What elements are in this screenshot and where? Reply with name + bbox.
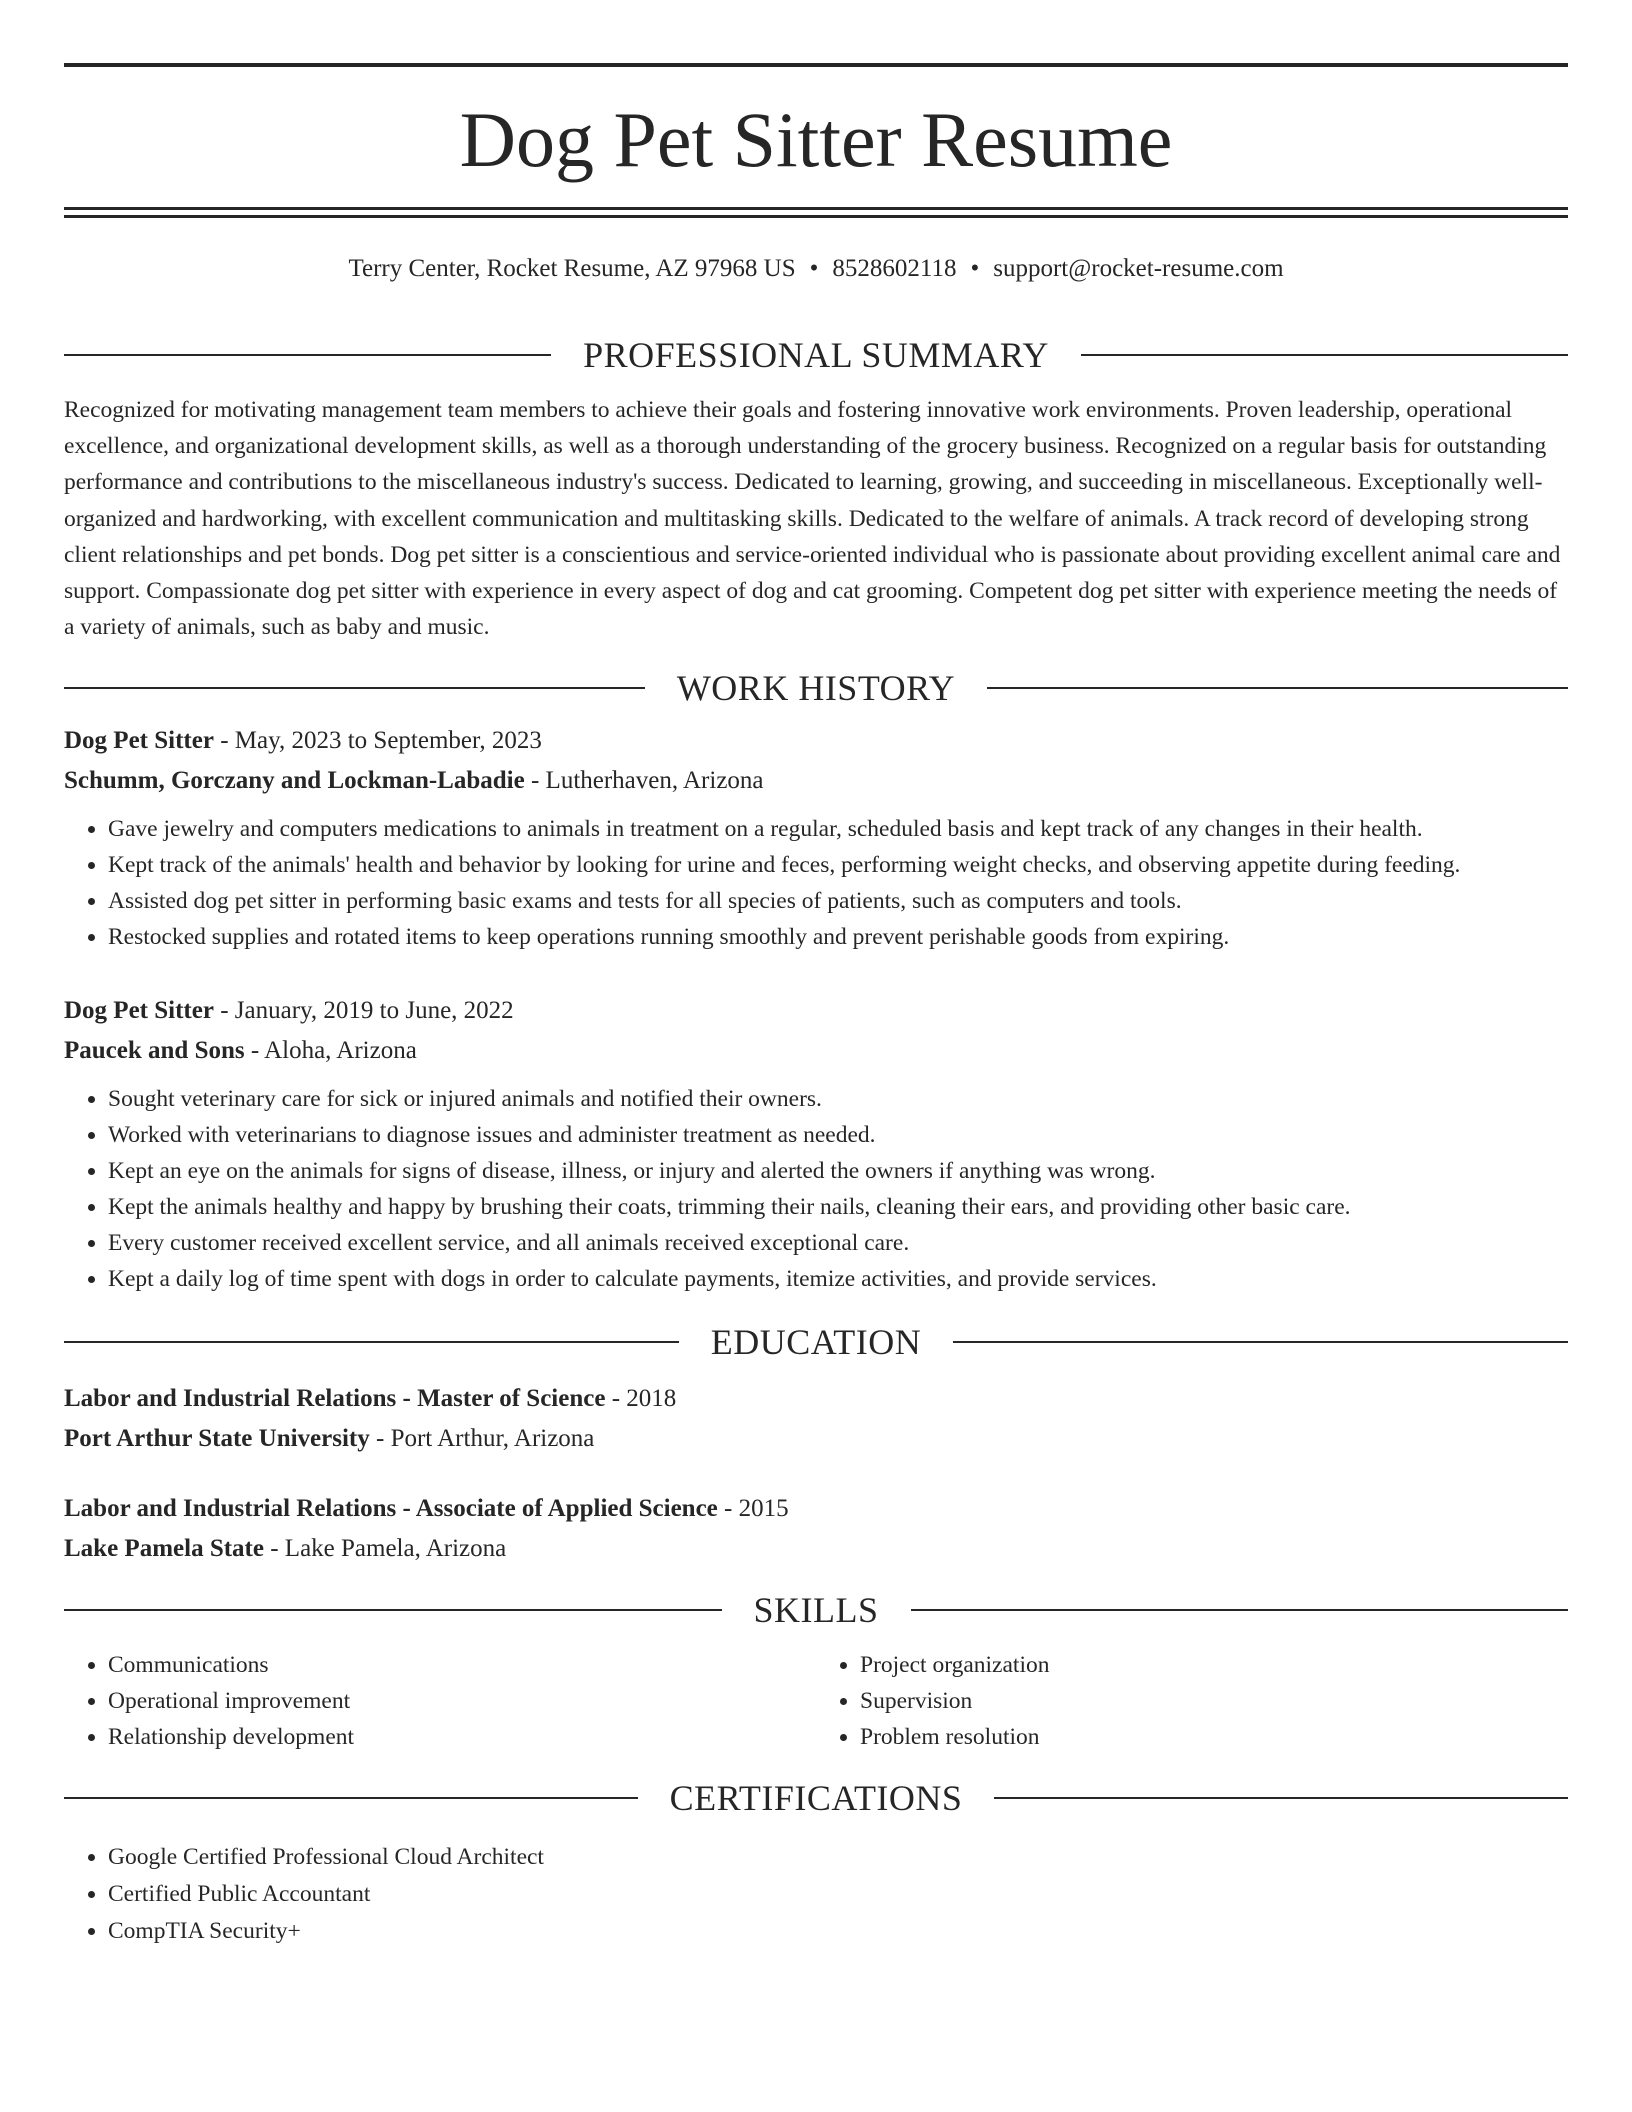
education-school: Port Arthur State University	[64, 1425, 370, 1453]
list-item: • Every customer received excellent service, and all animals received exceptional care.	[108, 1225, 1568, 1261]
section-divider	[64, 354, 551, 356]
section-divider	[64, 687, 645, 689]
contact-address: Terry Center, Rocket Resume, AZ 97968 US	[348, 255, 796, 282]
list-item: • Kept an eye on the animals for signs of disease, illness, or injury and alerted the owners if anything was wrong.	[108, 1153, 1568, 1189]
skills-grid	[64, 1647, 1568, 1755]
education-degree: Labor and Industrial Relations - Master of Science	[64, 1385, 606, 1413]
job-location: - Aloha, Arizona	[244, 1037, 417, 1065]
section-divider	[911, 1609, 1569, 1611]
list-item: • Worked with veterinarians to diagnose issues and administer treatment as needed.	[108, 1117, 1568, 1153]
job-company-line	[64, 761, 1568, 801]
list-item: • Kept a daily log of time spent with dogs in order to calculate payments, itemize activities, and provide services.	[108, 1261, 1568, 1297]
education-degree-line	[64, 1379, 1568, 1419]
skills-column-left	[64, 1647, 816, 1755]
education-year: - 2018	[605, 1385, 677, 1413]
education-location: - Port Arthur, Arizona	[369, 1425, 595, 1453]
job-location: - Lutherhaven, Arizona	[524, 767, 764, 795]
section-title: CERTIFICATIONS	[669, 1778, 963, 1819]
education-school-line	[64, 1419, 1568, 1459]
section-header-summary	[64, 330, 1568, 380]
contact-email: support@rocket-resume.com	[993, 255, 1284, 282]
section-divider	[64, 1797, 638, 1799]
skill-item: • Problem resolution	[860, 1719, 1568, 1755]
job-company: Paucek and Sons	[64, 1037, 245, 1065]
skill-item: • Relationship development	[108, 1719, 816, 1755]
skill-item: • Communications	[108, 1647, 816, 1683]
list-item: • Sought veterinary care for sick or injured animals and notified their owners.	[108, 1081, 1568, 1117]
summary-paragraph: Recognized for motivating management team members to achieve their goals and fostering innovative work environments. Proven leadership, operational excellence, and organizational development skills, as well as a thorough understanding of the grocery business. Recognized on a regular basis for outstanding performance and contributions to the miscellaneous industry's success. Dedicated to learning, growing, and succeeding in miscellaneous. Exceptionally well-organized and hardworking, with excellent communication and multitasking skills. Dedicated to the welfare of animals. A track record of developing strong client relationships and pet bonds. Dog pet sitter is a conscientious and service-oriented individual who is passionate about providing excellent animal care and support. Compassionate dog pet sitter with experience in every aspect of dog and cat grooming. Competent dog pet sitter with experience meeting the needs of a variety of animals, such as baby and music.	[64, 397, 1561, 641]
section-header-work	[64, 663, 1568, 713]
list-item: • Kept track of the animals' health and behavior by looking for urine and feces, performing weight checks, and observing appetite during feeding.	[108, 847, 1568, 883]
list-item: • Restocked supplies and rotated items to keep operations running smoothly and prevent perishable goods from expiring.	[108, 919, 1568, 955]
section-title: EDUCATION	[710, 1322, 922, 1363]
job-entry	[64, 721, 1568, 955]
education-location: - Lake Pamela, Arizona	[263, 1535, 507, 1563]
job-title: Dog Pet Sitter	[64, 727, 214, 755]
section-divider	[987, 687, 1568, 689]
education-year: - 2015	[717, 1495, 789, 1523]
certification-item: • CompTIA Security+	[108, 1913, 1568, 1950]
education-entry	[64, 1379, 1568, 1459]
contact-phone: 8528602118	[832, 255, 957, 282]
skill-item: • Project organization	[860, 1647, 1568, 1683]
list-item: • Kept the animals healthy and happy by brushing their coats, trimming their nails, cleaning their ears, and providing other basic care.	[108, 1189, 1568, 1225]
job-duties	[64, 811, 1568, 955]
section-divider	[64, 1341, 679, 1343]
certification-item: • Google Certified Professional Cloud Architect	[108, 1839, 1568, 1876]
section-divider	[1081, 354, 1568, 356]
section-header-certifications	[64, 1773, 1568, 1823]
certification-item: • Certified Public Accountant	[108, 1876, 1568, 1913]
list-item: • Assisted dog pet sitter in performing basic exams and tests for all species of patients, such as computers and tools.	[108, 883, 1568, 919]
section-header-education	[64, 1317, 1568, 1367]
education-entry	[64, 1489, 1568, 1569]
section-title: SKILLS	[753, 1590, 879, 1631]
section-title: WORK HISTORY	[676, 668, 956, 709]
section-divider	[953, 1341, 1568, 1343]
job-title-line	[64, 721, 1568, 761]
job-company: Schumm, Gorczany and Lockman-Labadie	[64, 767, 525, 795]
job-duties	[64, 1081, 1568, 1297]
resume-content	[64, 330, 1568, 1950]
education-school-line	[64, 1529, 1568, 1569]
title-underline-1	[64, 207, 1568, 210]
title-underline-2	[64, 215, 1568, 218]
education-degree: Labor and Industrial Relations - Associate of Applied Science	[64, 1495, 718, 1523]
education-school: Lake Pamela State	[64, 1535, 264, 1563]
section-header-skills	[64, 1585, 1568, 1635]
skill-item: • Operational improvement	[108, 1683, 816, 1719]
section-divider	[64, 1609, 722, 1611]
top-rule	[64, 63, 1568, 67]
skill-item: • Supervision	[860, 1683, 1568, 1719]
job-title-line	[64, 991, 1568, 1031]
contact-line	[64, 252, 1568, 286]
list-item: • Gave jewelry and computers medications to animals in treatment on a regular, scheduled basis and kept track of any changes in their health.	[108, 811, 1568, 847]
job-title: Dog Pet Sitter	[64, 997, 214, 1025]
section-divider	[994, 1797, 1568, 1799]
contact-separator: •	[970, 255, 980, 282]
job-company-line	[64, 1031, 1568, 1071]
section-title: PROFESSIONAL SUMMARY	[583, 335, 1049, 375]
certifications-list	[64, 1839, 1568, 1950]
education-degree-line	[64, 1489, 1568, 1529]
job-entry	[64, 991, 1568, 1297]
job-dates: - May, 2023 to September, 2023	[213, 727, 542, 755]
skills-column-right	[816, 1647, 1568, 1755]
page-title: Dog Pet Sitter Resume	[459, 96, 1173, 183]
contact-separator: •	[809, 255, 819, 282]
job-dates: - January, 2019 to June, 2022	[213, 997, 514, 1025]
